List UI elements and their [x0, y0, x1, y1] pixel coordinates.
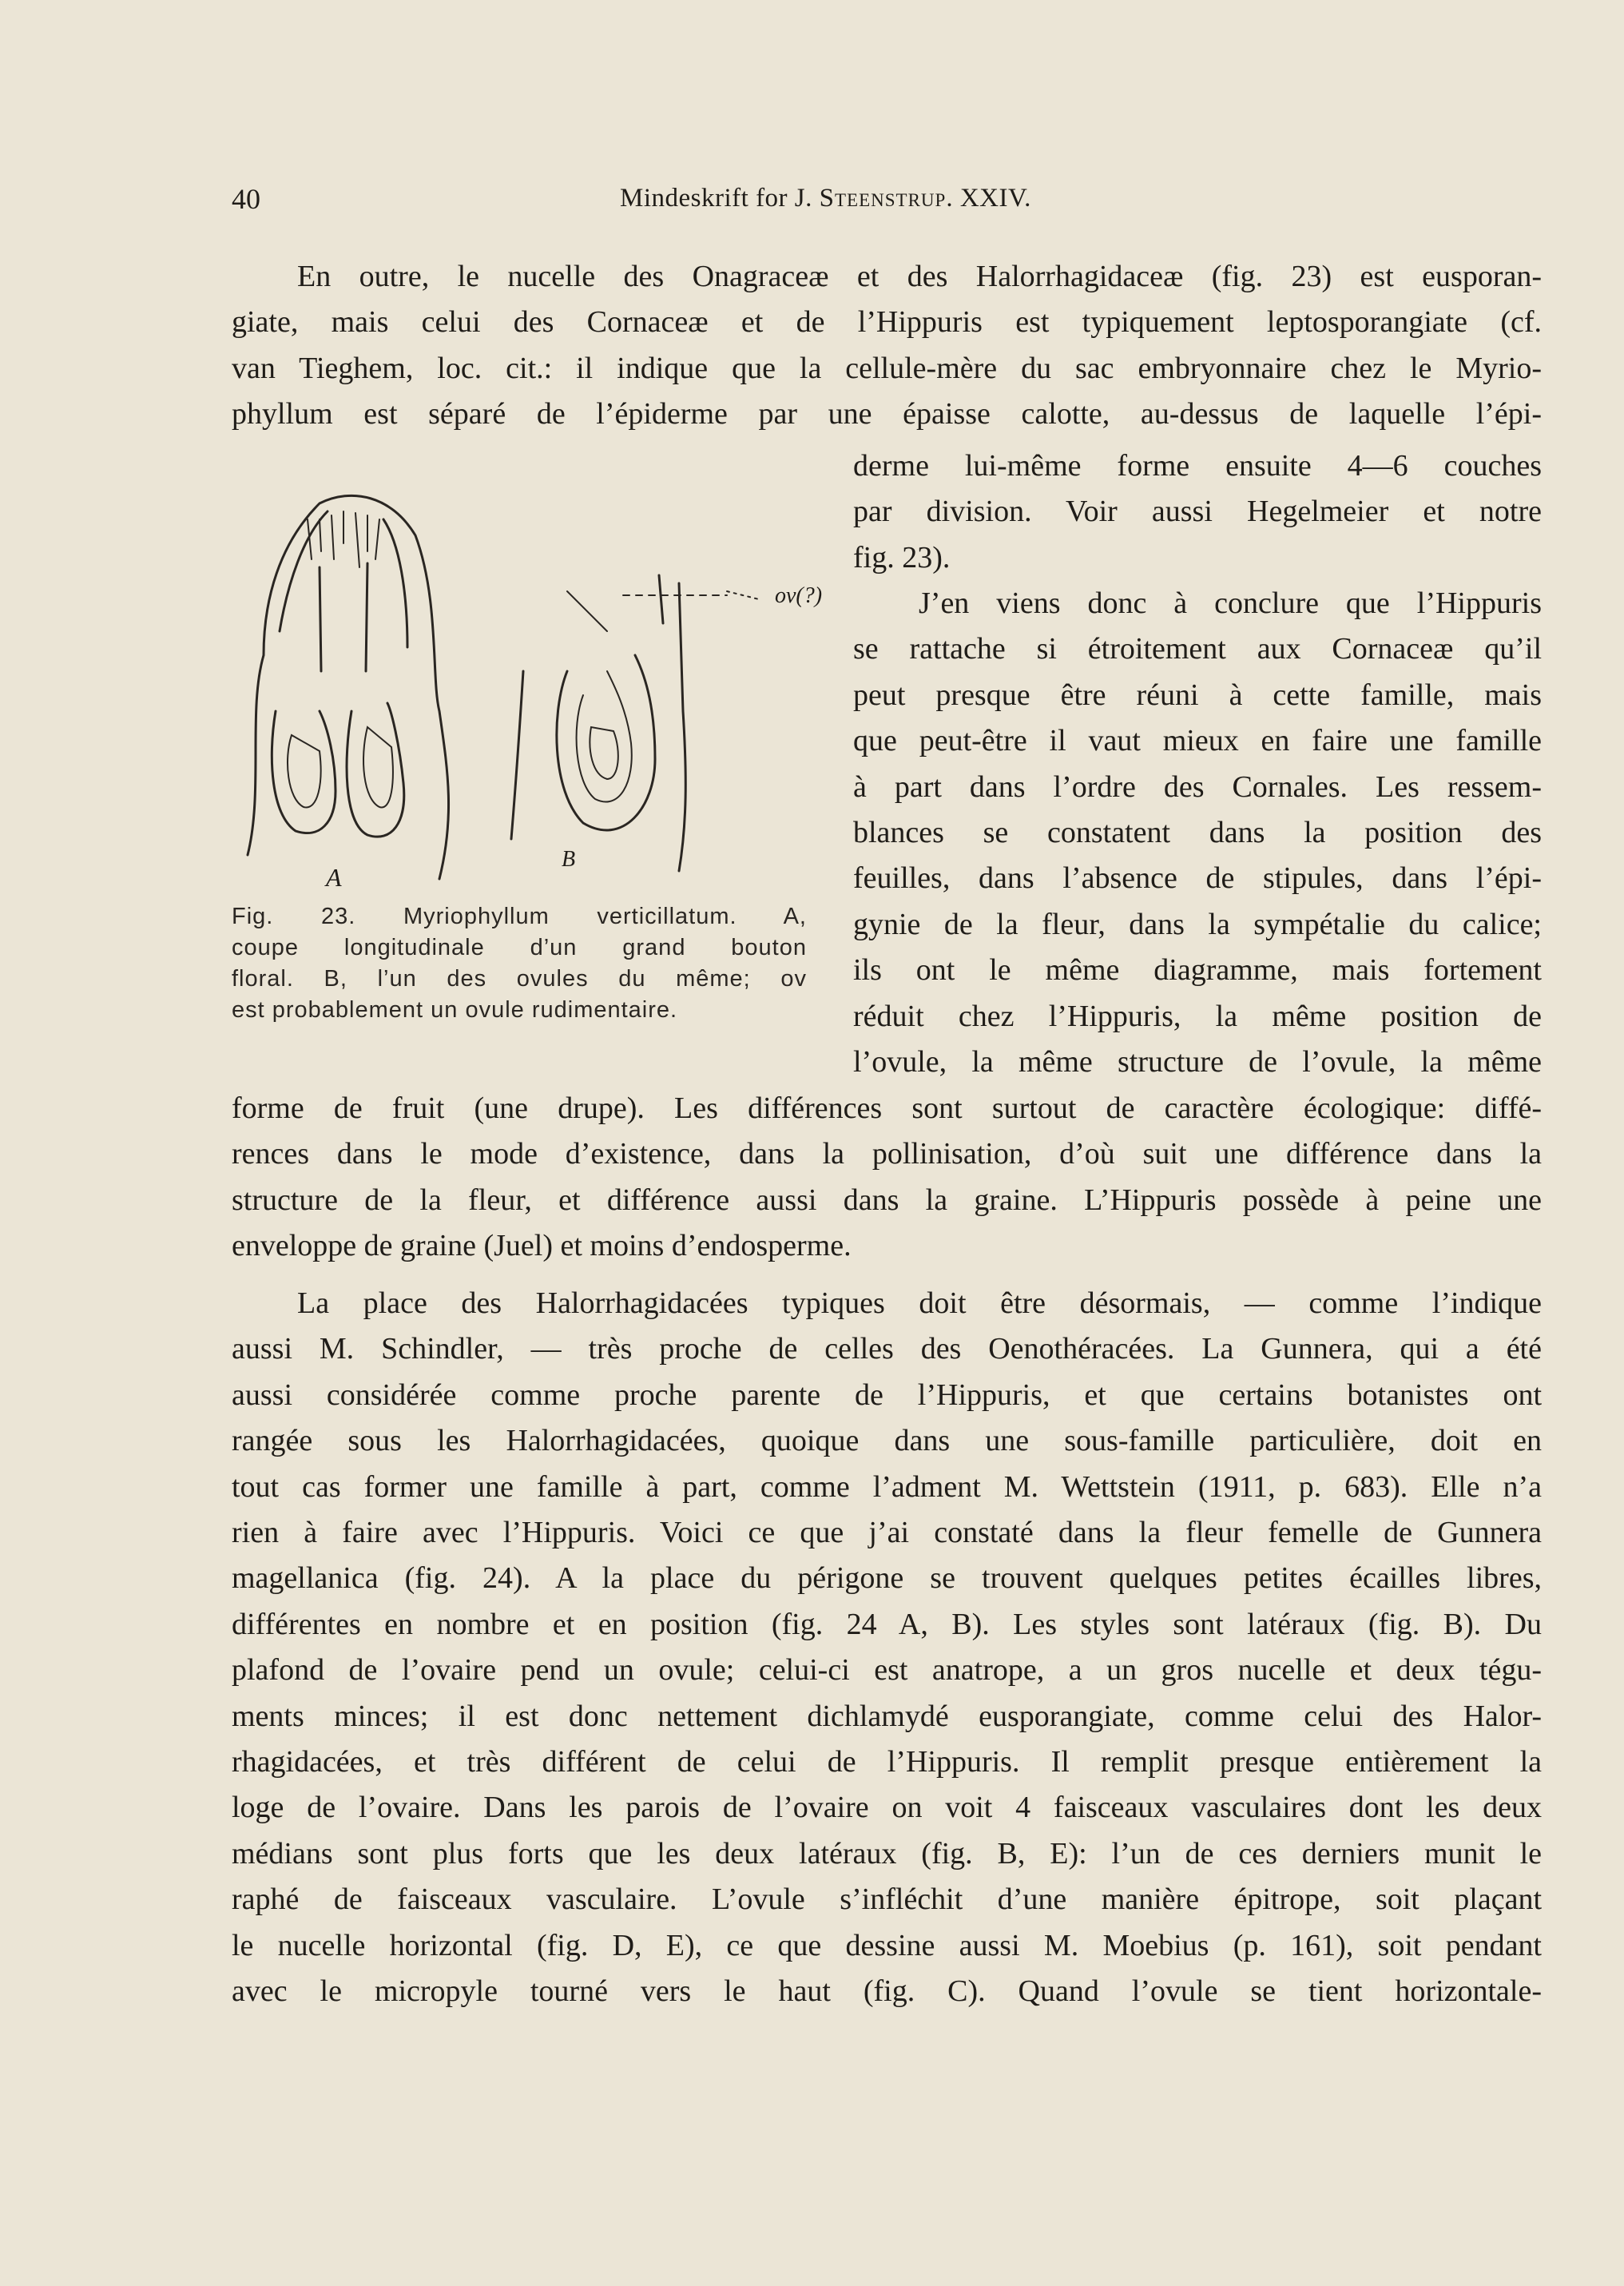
text-line: que peut-être il vaut mieux en faire une famille	[853, 724, 1542, 758]
paragraph-2-right	[853, 581, 1542, 1085]
text-line: gynie de la fleur, dans la sympétalie du calice;	[853, 907, 1542, 941]
ovule-b-nucellus	[590, 727, 617, 779]
caption-line: Fig. 23. Myriophyllum verticillatum. A,	[232, 904, 807, 929]
text-line: rhagidacées, et très différent de celui de l’Hippuris. Il remplit presque entièrement la	[232, 1745, 1542, 1779]
text-line: raphé de faisceaux vasculaire. L’ovule s’infléchit d’une manière épitrope, soit plaçant	[232, 1882, 1542, 1917]
bud-outline	[248, 495, 449, 879]
text-line: enveloppe de graine (Juel) et moins d’endosperme.	[232, 1229, 852, 1263]
text-line: aussi considérée comme proche parente de l’Hippuris, et que certains botanistes ont	[232, 1378, 1542, 1412]
ovule-right	[363, 727, 393, 807]
text-line: van Tieghem, loc. cit.: il indique que la cellule-mère du sac embryonnaire chez le Myrio-	[232, 351, 1542, 385]
text-line: La place des Halorrhagidacées typiques doit être désormais, — comme l’indique	[297, 1286, 1542, 1320]
running-title-author: Steenstrup	[819, 184, 947, 213]
paragraph-3	[232, 1281, 1542, 2015]
ovule-b-stalk	[659, 575, 663, 623]
text-line: phyllum est séparé de l’épiderme par une épaisse calotte, au-dessus de laquelle l’épi-	[232, 397, 1542, 431]
text-line: ils ont le même diagramme, mais fortement	[853, 953, 1542, 988]
bud-inner-right	[383, 519, 407, 647]
text-line: plafond de l’ovaire pend un ovule; celui-ci est anatrope, a un gros nucelle et deux tégu-	[232, 1653, 1542, 1688]
ovule-b-inner	[577, 671, 632, 802]
caption-line: est probablement un ovule rudimentaire.	[232, 997, 678, 1023]
caption-line: floral. B, l’un des ovules du même; ov	[232, 966, 807, 992]
bud-styles	[320, 563, 367, 671]
ovule-b-wall-left	[511, 671, 523, 839]
text-line: J’en viens donc à conclure que l’Hippuris	[919, 586, 1542, 620]
paragraph-1-right	[853, 443, 1542, 581]
ovule-b-outline	[557, 655, 655, 830]
text-line: structure de la fleur, et différence aussi dans la graine. L’Hippuris possède à peine une	[232, 1183, 1542, 1217]
text-line: l’ovule, la même structure de l’ovule, la même	[853, 1045, 1542, 1079]
figure-23-caption	[232, 901, 807, 1026]
figure-label-a: A	[326, 863, 342, 892]
paragraph-1-full	[232, 254, 1542, 438]
text-line: rangée sous les Halorrhagidacées, quoique dans une sous-famille particulière, doit en	[232, 1424, 1542, 1458]
text-line: loge de l’ovaire. Dans les parois de l’ovaire on voit 4 faisceaux vasculaires dont les deux	[232, 1791, 1542, 1825]
text-line: magellanica (fig. 24). A la place du périgone se trouvent quelques petites écailles libres,	[232, 1561, 1542, 1596]
text-line: le nucelle horizontal (fig. D, E), ce que dessine aussi M. Moebius (p. 161), soit pendant	[232, 1928, 1542, 1962]
caption-line: coupe longitudinale d’un grand bouton	[232, 935, 807, 960]
figure-drawing	[232, 471, 839, 903]
text-line: blances se constatent dans la position des	[853, 816, 1542, 850]
text-line: rien à faire avec l’Hippuris. Voici ce que j’ai constaté dans la fleur femelle de Gunnera	[232, 1516, 1542, 1550]
page-number: 40	[232, 183, 260, 215]
text-line: fig. 23).	[853, 540, 951, 574]
text-line: rences dans le mode d’existence, dans la pollinisation, d’où suit une différence dans la	[232, 1137, 1542, 1171]
running-title-prefix: Mindeskrift for J.	[620, 184, 812, 213]
ovule-b-wall-right	[679, 583, 685, 871]
figure-label-ov: ov(?)	[775, 583, 823, 608]
text-line: par division. Voir aussi Hegelmeier et notre	[853, 495, 1542, 529]
text-line: réduit chez l’Hippuris, la même position de	[853, 999, 1542, 1033]
text-line: se rattache si étroitement aux Cornaceæ qu’il	[853, 632, 1542, 666]
figure-label-b: B	[562, 847, 576, 872]
text-line: tout cas former une famille à part, comme l’adment M. Wettstein (1911, p. 683). Elle n’a	[232, 1469, 1542, 1504]
running-title	[620, 184, 1031, 213]
running-title-suffix: . XXIV.	[946, 184, 1031, 213]
page-header	[232, 182, 1542, 230]
text-line: peut presque être réuni à cette famille, mais	[853, 678, 1542, 712]
text-line: forme de fruit (une drupe). Les différences sont surtout de caractère écologique: diffé-	[232, 1091, 1542, 1125]
text-line: différentes en nombre et en position (fig. 24 A, B). Les styles sont latéraux (fig. B). Du	[232, 1607, 1542, 1641]
text-line: En outre, le nucelle des Onagraceæ et des Halorrhagidaceæ (fig. 23) est eusporan-	[297, 260, 1542, 293]
text-line: à part dans l’ordre des Cornales. Les ressem-	[853, 769, 1542, 804]
text-line: aussi M. Schindler, — très proche de celles des Oenothéracées. La Gunnera, qui a été	[232, 1332, 1542, 1366]
text-line: avec le micropyle tourné vers le haut (fig. C). Quand l’ovule se tient horizontale-	[232, 1974, 1542, 2009]
bud-hairs	[308, 511, 379, 567]
ovule-left	[288, 735, 321, 807]
text-line: ments minces; il est donc nettement dichlamydé eusporangiate, comme celui des Halor-	[232, 1699, 1542, 1733]
paragraph-2-full	[232, 1086, 1542, 1270]
text-line: giate, mais celui des Cornaceæ et de l’Hippuris est typiquement leptosporangiate (cf.	[232, 305, 1542, 340]
text-line: médians sont plus forts que les deux latéraux (fig. B, E): l’un de ces derniers munit le	[232, 1836, 1542, 1871]
ovary-left	[272, 711, 336, 833]
ovary-right	[347, 703, 404, 837]
ovule-b-leader	[567, 591, 607, 631]
ov-pointer-dots	[727, 591, 759, 599]
text-line: feuilles, dans l’absence de stipules, dans l’épi-	[853, 861, 1542, 896]
text-line: derme lui-même forme ensuite 4—6 couches	[853, 449, 1542, 483]
